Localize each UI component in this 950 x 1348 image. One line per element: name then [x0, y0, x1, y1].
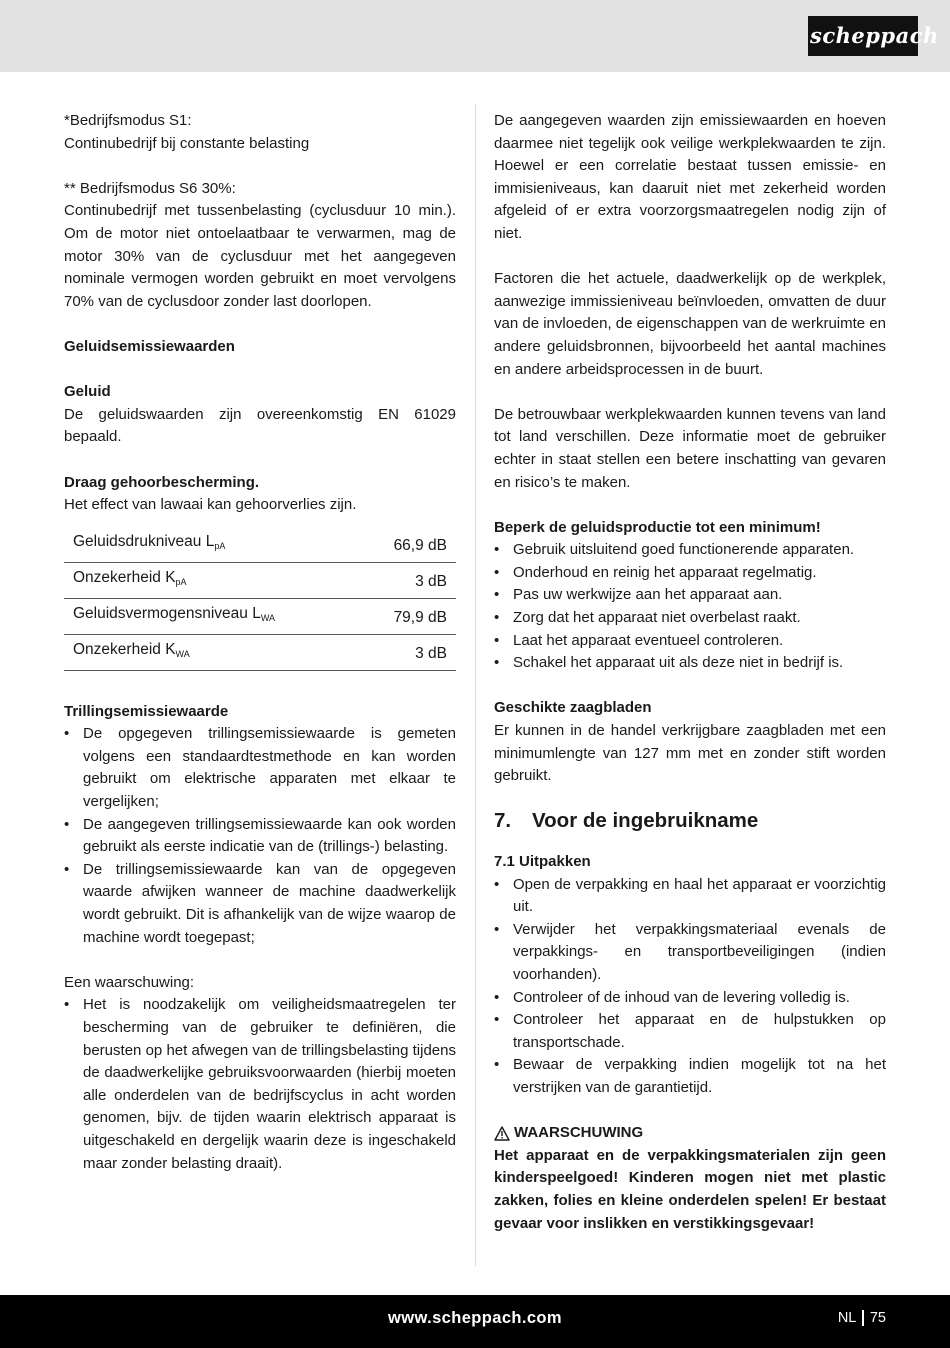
sound-heading: Geluid	[64, 383, 111, 401]
vibration-list-item: • De aangegeven trillingsemissiewaarde kan ook worden gebruikt als eerste indicatie van de (trillings-) belasting.	[64, 814, 456, 859]
mode-s1-title: *Bedrijfsmodus S1:	[64, 112, 192, 129]
table-value: 3 dB	[360, 634, 456, 670]
table-label-cell	[64, 562, 360, 598]
warning-triangle-icon	[494, 1126, 510, 1141]
mode-s6-text: Continubedrijf met tussenbelasting (cyclusduur 10 min.). Om de motor niet ontoelaatbaar te verwarmen, mag de motor 30% van de cyclusduur met het aangegeven nominale vermogen worden gebruikt en moet vervolgens 70% van de cyclusdoor zonder last doorlopen.	[64, 202, 456, 310]
saw-blades-heading: Geschikte zaagbladen	[494, 699, 652, 717]
noise-values-table	[64, 527, 456, 671]
limit-noise-list-item: • Schakel het apparaat uit als deze niet in bedrijf is.	[494, 652, 886, 675]
vibration-list-item: • De opgegeven trillingsemissiewaarde is gemeten volgens een standaardtestmethode en kan worden gebruikt om elektrische apparaten met elkaar te vergelijken;	[64, 723, 456, 813]
unpack-list-item: • Open de verpakking en haal het apparaat er voorzichtig uit.	[494, 874, 886, 919]
vibration-list-item: • De trillingsemissiewaarde kan van de opgegeven waarde afwijken wanneer de machine daadwerkelijk wordt gebruikt. Dit is afhankelijk van de wijze waarop de machine wordt toegepast;	[64, 859, 456, 949]
right-column	[494, 110, 886, 1235]
table-label-cell	[64, 598, 360, 634]
table-label-subscript: WA	[260, 612, 276, 623]
unpack-list-item: • Controleer het apparaat en de hulpstukken op transportschade.	[494, 1009, 886, 1054]
table-label-cell	[64, 527, 360, 563]
section-number: 7.	[494, 809, 512, 833]
immission-factors-paragraph: Factoren die het actuele, daadwerkelijk op de werkplek, aanwezige immissieniveau beïnvloeden, omvatten de duur van de invloeden, de eigenschappen van de werkruimte en andere geluidsbronnen, bijvoorbeeld het aantal machines en andere arbeidsprocessen in de buurt.	[494, 270, 886, 378]
table-value: 66,9 dB	[360, 527, 456, 563]
limit-noise-list-item: • Gebruik uitsluitend goed functionerende apparaten.	[494, 539, 886, 562]
footer-page-info	[838, 1310, 886, 1326]
footer-language: NL	[837, 1310, 857, 1326]
saw-blades-text: Er kunnen in de handel verkrijgbare zaagbladen met een minimumlengte van 127 mm met en zonder stift worden gebruikt.	[494, 722, 886, 785]
left-column	[64, 110, 456, 1198]
table-row	[64, 562, 456, 598]
emission-values-paragraph: De aangegeven waarden zijn emissiewaarden en hoeven daarmee niet tegelijk ook veilige werkplekwaarden te zijn. Hoewel er een correlatie bestaat tussen emissie- en immisieniveaus, kan daaruit niet met zekerheid worden afgeleid of er extra voorzorgsmaatregelen nodig zijn of niet.	[494, 112, 886, 242]
noise-emission-heading: Geluidsemissiewaarden	[64, 337, 235, 355]
table-value: 3 dB	[360, 562, 456, 598]
sound-block	[64, 381, 456, 449]
brand-logo	[808, 16, 939, 56]
mode-s6-title: ** Bedrijfsmodus S6 30%:	[64, 179, 236, 197]
ear-protection-text: Het effect van lawaai kan gehoorverlies zijn.	[64, 496, 357, 514]
sound-text: De geluidswaarden zijn overeenkomstig EN 61029 bepaald.	[64, 405, 456, 446]
workplace-values-paragraph: De betrouwbaar werkplekwaarden kunnen tevens van land tot land verschillen. Deze informatie moet de gebruiker echter in staat stellen een betere inschatting van gevaren en risico’s te maken.	[494, 405, 886, 491]
table-label: Geluidsdrukniveau L	[73, 532, 215, 550]
unpack-list-item: • Controleer of de inhoud van de levering volledig is.	[494, 987, 886, 1010]
limit-noise-heading: Beperk de geluidsproductie tot een minimum!	[494, 518, 821, 536]
saw-blades-block	[494, 697, 886, 787]
limit-noise-bullet-list	[494, 539, 886, 675]
ear-protection-block	[64, 472, 456, 517]
table-label: Geluidsvermogensniveau L	[73, 604, 261, 622]
limit-noise-list-item: • Pas uw werkwijze aan het apparaat aan.	[494, 584, 886, 607]
warning-heading-text: WAARSCHUWING	[514, 1124, 644, 1142]
warning-text: Het apparaat en de verpakkingsmaterialen zijn geen kinderspeelgoed! Kinderen mogen niet met plastic zakken, folies en kleine onderdelen spelen! Er bestaat gevaar voor inslikken en verstikkingsgevaar!	[494, 1146, 886, 1232]
table-label-subscript: pA	[175, 576, 187, 587]
vibration-heading: Trillingsemissiewaarde	[64, 702, 229, 720]
vibration-bullet-list	[64, 723, 456, 949]
brand-logo-text: scheppach	[810, 23, 939, 48]
table-label-subscript: pA	[214, 540, 226, 551]
limit-noise-list-item: • Zorg dat het apparaat niet overbelast raakt.	[494, 607, 886, 630]
mode-s6-block	[64, 178, 456, 314]
table-label-cell	[64, 634, 360, 670]
table-label: Onzekerheid K	[73, 568, 176, 586]
limit-noise-list-item: • Onderhoud en reinig het apparaat regelmatig.	[494, 562, 886, 585]
table-row	[64, 634, 456, 670]
ear-protection-heading: Draag gehoorbescherming.	[64, 473, 260, 491]
table-label: Onzekerheid K	[73, 640, 176, 658]
section-title-text: Voor de ingebruikname	[532, 809, 759, 833]
unpack-list-item: • Bewaar de verpakking indien mogelijk tot na het verstrijken van de garantietijd.	[494, 1054, 886, 1099]
warning-intro: Een waarschuwing:	[64, 973, 195, 991]
table-value: 79,9 dB	[360, 598, 456, 634]
column-divider	[475, 104, 476, 1266]
warning-heading	[494, 1122, 886, 1145]
footer-url: www.scheppach.com	[388, 1309, 562, 1327]
section-7-title	[494, 810, 886, 833]
footer-separator	[862, 1310, 864, 1326]
table-row	[64, 598, 456, 634]
unpack-list-item: • Verwijder het verpakkingsmateriaal evenals de verpakkings- en transportbeveiligingen (indien voorhanden).	[494, 919, 886, 987]
footer-page-number: 75	[869, 1310, 886, 1326]
limit-noise-list-item: • Laat het apparaat eventueel controleren.	[494, 630, 886, 653]
unpack-heading: 7.1 Uitpakken	[494, 853, 591, 870]
warning-list-item: • Het is noodzakelijk om veiligheidsmaatregelen ter bescherming van de gebruiker te definiëren, die berusten op het afwegen van de trillingsbelasting tijdens de daadwerkelijke gebruiksvoorwaarden (hierbij moeten alle onderdelen van de bedrijfscyclus in acht worden genomen, bijv. de tijden waarin elektrisch apparaat is uitgeschakeld en dergelijk waarin deze is ingeschakeld maar zonder belasting draait).	[64, 994, 456, 1175]
table-label-subscript: WA	[175, 648, 190, 659]
warning-bullet-list	[64, 994, 456, 1175]
mode-s1-block	[64, 110, 456, 155]
mode-s1-text: Continubedrijf bij constante belasting	[64, 134, 310, 152]
table-row	[64, 527, 456, 563]
unpack-bullet-list	[494, 874, 886, 1100]
